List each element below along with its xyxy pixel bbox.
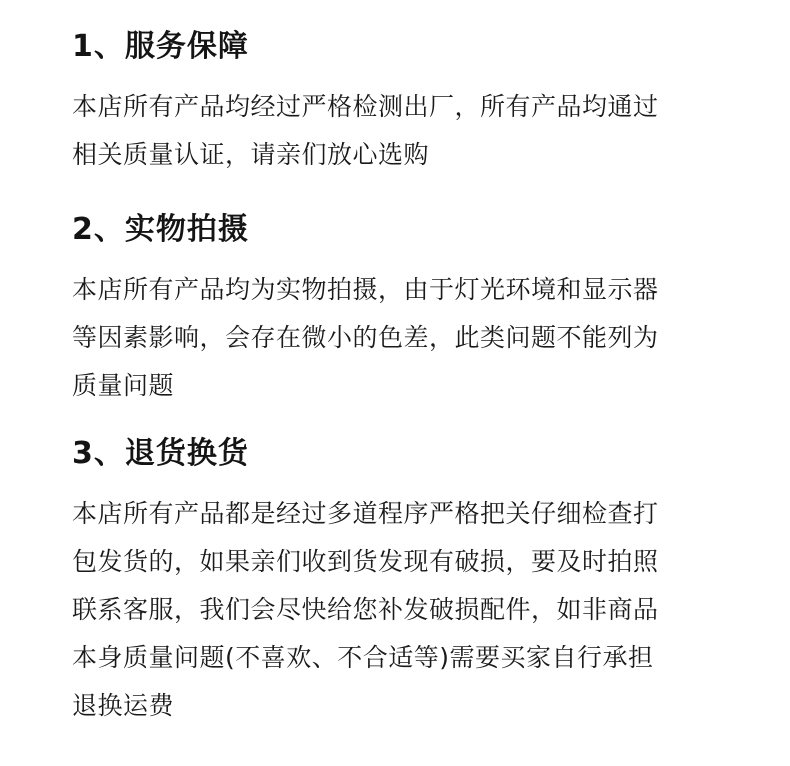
section-body [72, 266, 732, 410]
section-returns-exchanges [72, 432, 732, 730]
section-title: 2、实物拍摄 [72, 212, 249, 247]
body-line: 等因素影响，会存在微小的色差，此类问题不能列为 [72, 323, 659, 352]
body-line: 本店所有产品均经过严格检测出厂，所有产品均通过 [72, 92, 659, 121]
body-line: 本店所有产品均为实物拍摄，由于灯光环境和显示器 [72, 275, 659, 304]
body-line: 包发货的，如果亲们收到货发现有破损，要及时拍照 [72, 547, 659, 576]
body-line: 质量问题 [72, 371, 175, 400]
section-service-guarantee [72, 25, 732, 179]
body-line: 退换运费 [72, 691, 175, 720]
body-line: 相关质量认证，请亲们放心选购 [72, 140, 430, 169]
section-title: 3、退货换货 [72, 436, 249, 471]
section-real-photos [72, 208, 732, 410]
section-body [72, 490, 732, 730]
body-line: 本身质量问题(不喜欢、不合适等)需要买家自行承担 [72, 643, 654, 672]
section-title: 1、服务保障 [72, 29, 249, 64]
body-line: 联系客服，我们会尽快给您补发破损配件，如非商品 [72, 595, 659, 624]
body-line: 本店所有产品都是经过多道程序严格把关仔细检查打 [72, 499, 659, 528]
section-body [72, 83, 732, 179]
